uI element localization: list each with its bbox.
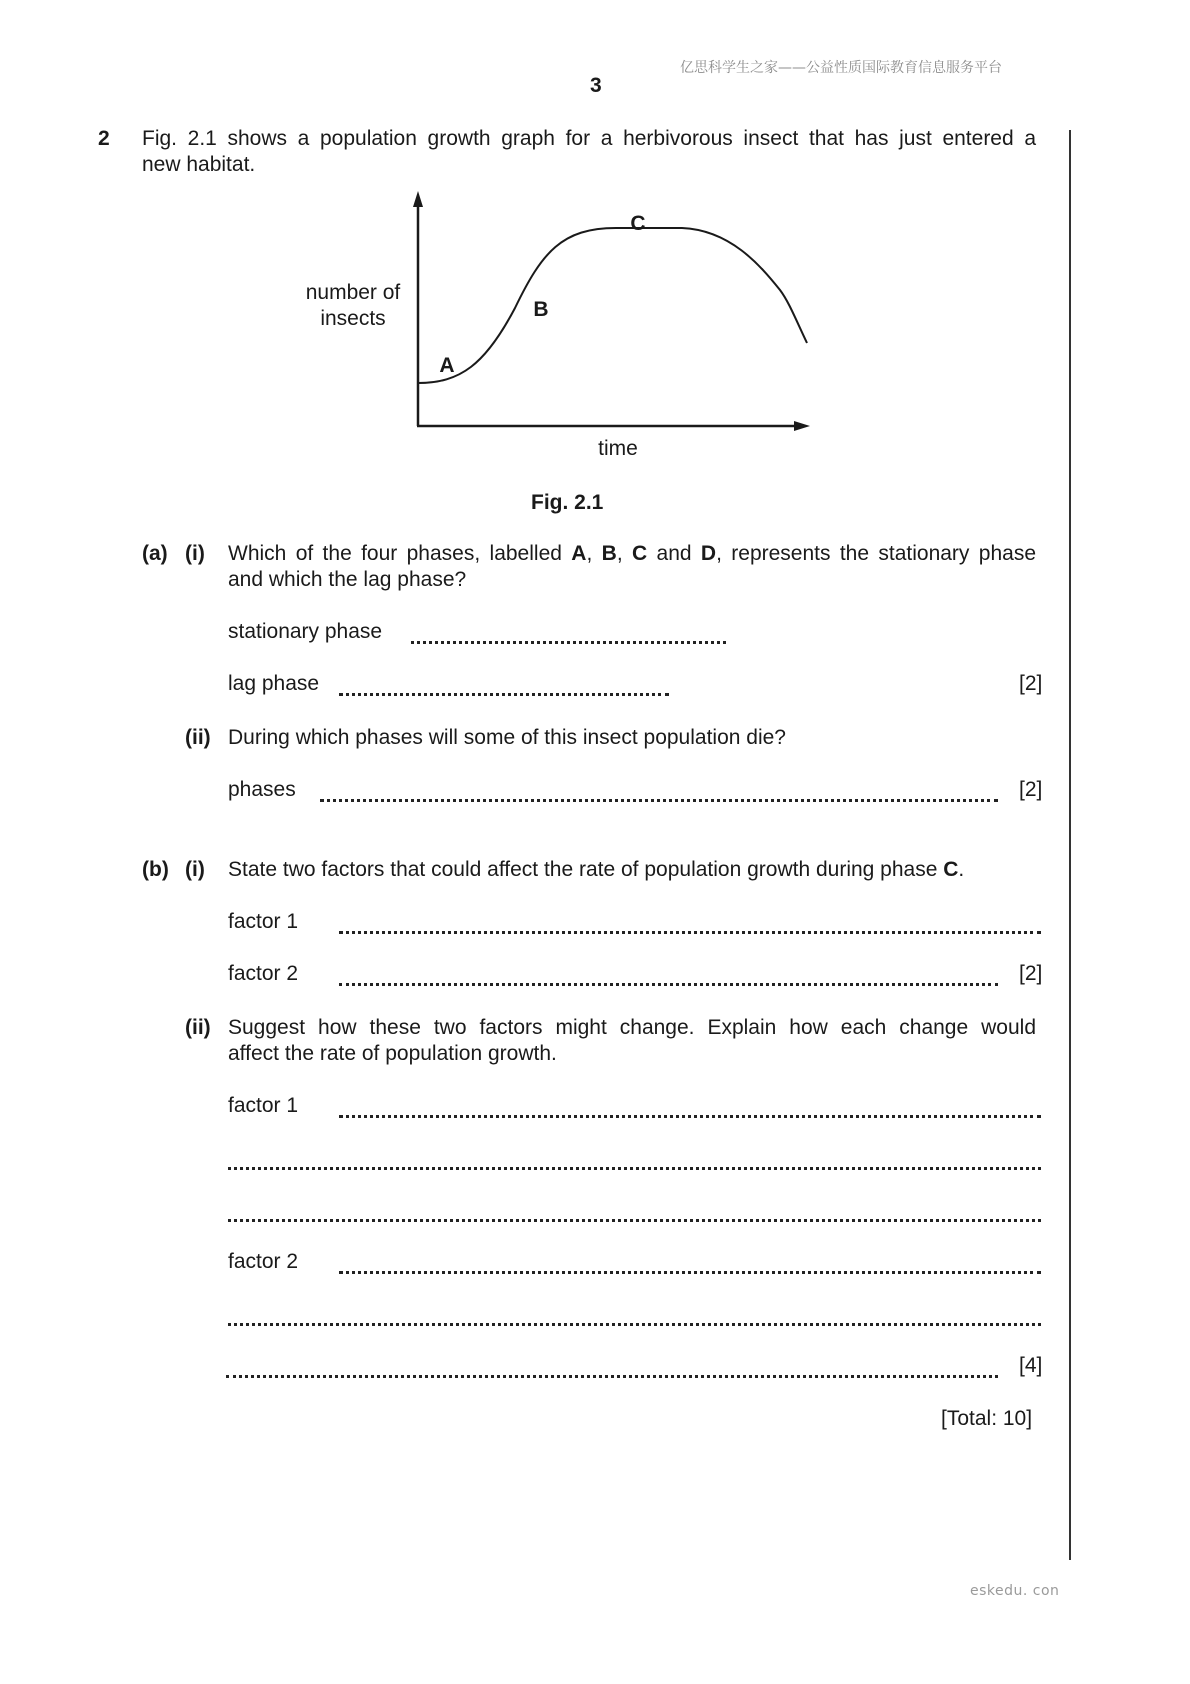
part-b-ii-marks: [4]: [1019, 1354, 1043, 1377]
margin-rule: [1069, 130, 1071, 1560]
question-number: 2: [98, 127, 110, 150]
part-a-ii-question: During which phases will some of this insect population die?: [228, 726, 786, 749]
part-b-i-question: State two factors that could affect the rate of population growth during phase C.: [228, 858, 965, 881]
stationary-phase-answer-line[interactable]: [411, 641, 726, 644]
part-a-i-question-line2: and which the lag phase?: [228, 568, 467, 591]
phase-label-c: C: [630, 212, 646, 235]
figure-svg: [280, 190, 860, 465]
part-b-ii-question-line1: Suggest how these two factors might change. Explain how each change would: [228, 1016, 1036, 1039]
part-b-i-label: (i): [185, 858, 205, 881]
phases-label: phases: [228, 778, 296, 801]
part-b-i-marks: [2]: [1019, 962, 1043, 985]
phase-label-b: B: [533, 298, 549, 321]
part-b-i-factor2-label: factor 2: [228, 962, 299, 985]
figure-caption: Fig. 2.1: [531, 491, 604, 514]
population-growth-figure: [280, 190, 860, 465]
lag-phase-answer-line[interactable]: [339, 693, 669, 696]
part-b-ii-factor1-answer-line-1[interactable]: [339, 1115, 1041, 1118]
part-a-i-label: (i): [185, 542, 205, 565]
phase-label-a: A: [439, 354, 455, 377]
part-b-ii-factor2-answer-line-1[interactable]: [339, 1271, 1041, 1274]
part-b-ii-factor2-label: factor 2: [228, 1250, 299, 1273]
footer-site: eskedu. con: [970, 1583, 1060, 1599]
part-b-ii-label: (ii): [185, 1016, 211, 1039]
lag-phase-label: lag phase: [228, 672, 320, 695]
part-a-ii-label: (ii): [185, 726, 211, 749]
total-marks: [Total: 10]: [941, 1407, 1033, 1430]
part-a-ii-marks: [2]: [1019, 778, 1043, 801]
y-axis-label-line1: number of: [305, 281, 401, 304]
part-b-ii-question-line2: affect the rate of population growth.: [228, 1042, 557, 1065]
x-axis-arrow-icon: [794, 421, 810, 431]
part-a-i-question-line1: Which of the four phases, labelled A, B, C and D, represents the stationary phase: [228, 542, 1036, 565]
growth-curve: [418, 228, 807, 383]
stationary-phase-label: stationary phase: [228, 620, 383, 643]
part-a-label: (a): [142, 542, 168, 565]
part-b-i-factor1-label: factor 1: [228, 910, 299, 933]
part-b-ii-factor2-answer-line-2[interactable]: [228, 1323, 1041, 1326]
site-header: 亿思科学生之家——公益性质国际教育信息服务平台: [680, 60, 1002, 76]
question-intro-line2: new habitat.: [142, 153, 256, 176]
part-b-ii-factor1-answer-line-3[interactable]: [228, 1219, 1041, 1222]
part-b-i-factor2-answer-line[interactable]: [339, 983, 998, 986]
part-b-ii-factor1-label: factor 1: [228, 1094, 299, 1117]
y-axis-arrow-icon: [413, 191, 423, 207]
question-intro-line1: Fig. 2.1 shows a population growth graph for a herbivorous insect that has just entered a: [142, 127, 1036, 150]
part-b-ii-factor1-answer-line-2[interactable]: [228, 1167, 1041, 1170]
part-b-i-factor1-answer-line[interactable]: [339, 931, 1041, 934]
x-axis-label: time: [598, 437, 638, 460]
part-a-i-marks: [2]: [1019, 672, 1043, 695]
phases-answer-line[interactable]: [320, 799, 998, 802]
page-number: 3: [590, 74, 602, 97]
y-axis-label-line2: insects: [320, 307, 386, 330]
part-b-label: (b): [142, 858, 169, 881]
part-b-ii-factor2-answer-line-3[interactable]: [226, 1375, 998, 1378]
